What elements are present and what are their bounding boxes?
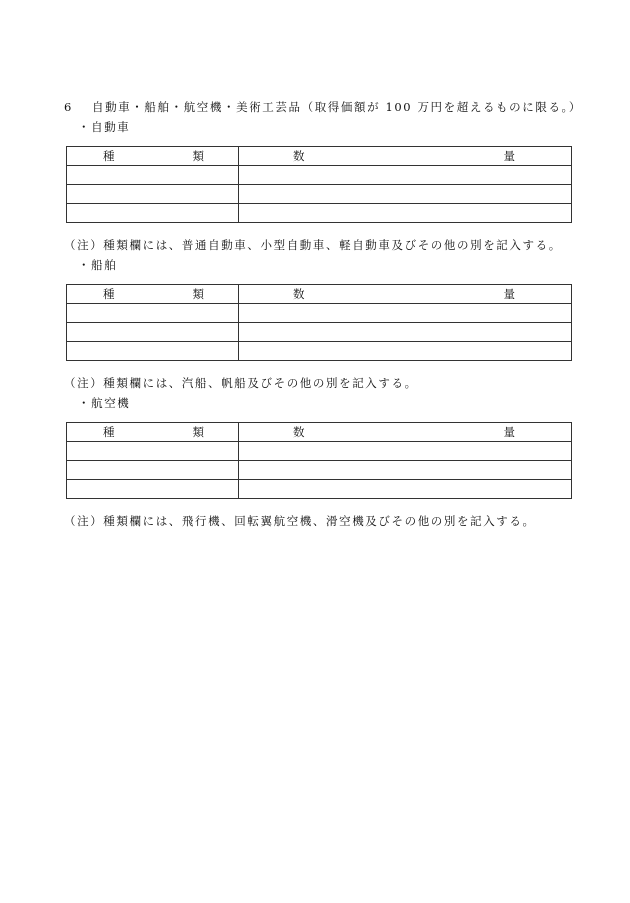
kind-cell[interactable] [67, 480, 239, 499]
table-row [67, 461, 572, 480]
kind-cell[interactable] [67, 442, 239, 461]
section-title: 自動車・船舶・航空機・美術工芸品（取得価額が 100 万円を超えるものに限る。） [92, 100, 583, 114]
kind-header: 種 類 [67, 423, 239, 442]
quantity-cell[interactable] [239, 185, 572, 204]
quantity-cell[interactable] [239, 204, 572, 223]
table-row [67, 323, 572, 342]
section-heading [64, 99, 582, 115]
kind-cell[interactable] [67, 204, 239, 223]
subsection-label-ship: ・船舶 [78, 258, 118, 272]
table-row [67, 480, 572, 499]
kind-cell[interactable] [67, 185, 239, 204]
quantity-cell[interactable] [239, 342, 572, 361]
quantity-cell[interactable] [239, 442, 572, 461]
table-row [67, 342, 572, 361]
section-number: 6 [64, 100, 73, 114]
quantity-cell[interactable] [239, 480, 572, 499]
quantity-cell[interactable] [239, 166, 572, 185]
quantity-cell[interactable] [239, 461, 572, 480]
table-header-row [67, 423, 572, 442]
quantity-header: 数 量 [239, 423, 572, 442]
quantity-header: 数 量 [239, 147, 572, 166]
table-header-row [67, 147, 572, 166]
kind-header: 種 類 [67, 285, 239, 304]
quantity-header: 数 量 [239, 285, 572, 304]
note-ship: （注）種類欄には、汽船、帆船及びその他の別を記入する。 [64, 376, 418, 390]
subsection-label-automobile: ・自動車 [78, 120, 131, 134]
table-row [67, 304, 572, 323]
kind-header: 種 類 [67, 147, 239, 166]
table-header-row [67, 285, 572, 304]
table-row [67, 166, 572, 185]
table-row [67, 442, 572, 461]
automobile-table [66, 146, 572, 223]
kind-cell[interactable] [67, 166, 239, 185]
note-automobile: （注）種類欄には、普通自動車、小型自動車、軽自動車及びその他の別を記入する。 [64, 238, 562, 252]
kind-cell[interactable] [67, 323, 239, 342]
quantity-cell[interactable] [239, 304, 572, 323]
kind-cell[interactable] [67, 342, 239, 361]
table-row [67, 204, 572, 223]
kind-cell[interactable] [67, 304, 239, 323]
kind-cell[interactable] [67, 461, 239, 480]
quantity-cell[interactable] [239, 323, 572, 342]
table-row [67, 185, 572, 204]
ship-table [66, 284, 572, 361]
note-aircraft: （注）種類欄には、飛行機、回転翼航空機、滑空機及びその他の別を記入する。 [64, 514, 536, 528]
subsection-label-aircraft: ・航空機 [78, 396, 131, 410]
aircraft-table [66, 422, 572, 499]
